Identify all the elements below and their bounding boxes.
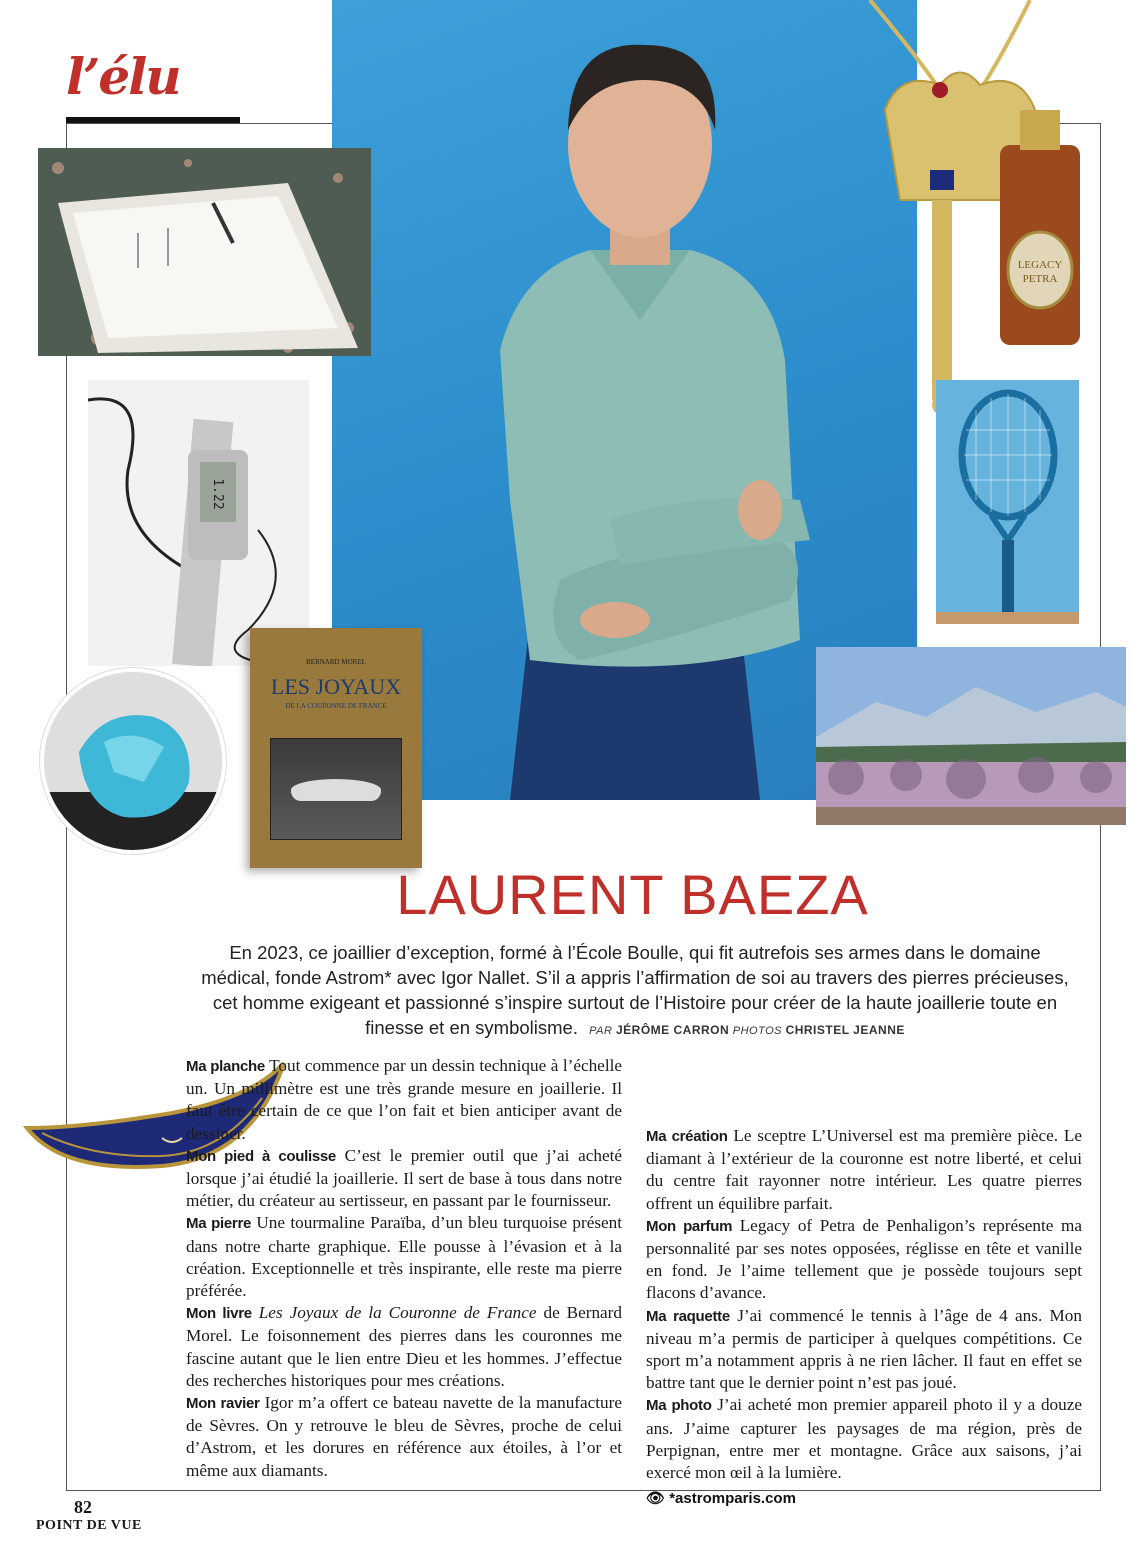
website-link[interactable]: *astromparis.com [669, 1490, 796, 1508]
entry-raquette-text: J’ai commencé le tennis à l’âge de 4 ans. Mon niveau m’a permis de participer à quelques compétitions. Ce sport m’a notamment appris à ne rien lâcher. Il faut en effet se battre tant que le dernier point n’est pas joué. [646, 1305, 1082, 1393]
entry-pierre [186, 1212, 622, 1302]
entry-planche [186, 1055, 622, 1145]
entry-photo-label: Ma photo [646, 1397, 712, 1415]
entry-pierre-text: Une tourmaline Paraïba, d’un bleu turquoise présent dans notre charte graphique. Elle pousse à l’évasion et à la création. Exceptionnelle et très inspirante, elle reste ma pierre préférée. [186, 1213, 623, 1301]
entry-photo-text: J’ai acheté mon premier appareil photo il y a douze ans. J’aime capturer les paysages de ma région, près de Perpignan, entre mer et montagne. Grâce aux saisons, j’ai exercé mon œil à la lumière. [646, 1395, 1082, 1483]
page-number: 82 [74, 1497, 92, 1517]
entry-ravier [186, 1392, 622, 1482]
tennis-racket-photo [936, 380, 1079, 624]
entry-ravier-label: Mon ravier [186, 1395, 260, 1413]
entry-planche-text: Tout commence par un dessin technique à l’échelle un. Un millimètre est une très grande mesure en joaillerie. Il faut être certain de ce que l’on fait et bien anticiper avant de dessiner. [186, 1056, 622, 1143]
scepter-and-perfume-photo [860, 0, 1110, 420]
entry-livre [186, 1302, 622, 1392]
entry-parfum-text: Legacy of Petra de Penhaligon’s représente ma personnalité par ses notes opposées, réglisse en tête et vanille en fond. Je l’aime tellement que je possède toujours sept flacons d’avance. [646, 1215, 1082, 1303]
right-column [646, 1125, 1082, 1510]
entry-pied-text: C’est le premier outil que j’ai acheté lorsque j’ai étudié la joaillerie. Il sert de base à tous dans notre métier, du créateur au sertisseur, en passant par le fournisseur. [186, 1145, 622, 1211]
magazine-name: POINT DE VUE [36, 1518, 142, 1533]
entry-livre-title: Les Joyaux de la Couronne de France [258, 1303, 537, 1323]
website-line [646, 1488, 1082, 1510]
entry-raquette-label: Ma raquette [646, 1307, 730, 1325]
entry-planche-label: Ma planche [186, 1058, 265, 1075]
section-tag: l’élu [66, 47, 180, 106]
entry-ravier-text: Igor m’a offert ce bateau navette de la manufacture de Sèvres. On y retrouve le bleu de Sèvres, proche de celui d’Astrom, et les dorures en référence aux étoiles, à l’or et même aux diamants. [186, 1393, 622, 1480]
perfume-label-line1: LEGACY [1017, 259, 1063, 271]
book-cover-tiara [270, 738, 402, 840]
byline-author: JÉRÔME CARRON [615, 1023, 730, 1037]
entry-creation-label: Ma création [646, 1128, 728, 1145]
entry-livre-label: Mon livre [186, 1305, 252, 1323]
byline-by-label: PAR [589, 1025, 613, 1037]
article-intro [200, 940, 1070, 1044]
entry-parfum-label: Mon parfum [646, 1217, 733, 1235]
entry-pierre-label: Ma pierre [186, 1215, 252, 1233]
book-author: BERNARD MOREL [306, 658, 366, 666]
entry-pied-label: Mon pied à coulisse [186, 1147, 336, 1165]
landscape-photo [816, 647, 1126, 825]
left-column [186, 1055, 622, 1482]
byline-photos-label: PHOTOS [732, 1025, 782, 1037]
article-title: LAURENT BAEZA [396, 863, 869, 926]
book-photo [250, 628, 422, 868]
caliper-reading: 1.22 [210, 478, 225, 510]
intro-text: En 2023, ce joaillier d’exception, formé à l’École Boulle, qui fit autrefois ses armes dans le domaine médical, fonde Astrom* avec Igor Nallet. S’il a appris l’affirmation de soi au travers des pierres précieuses, cet homme exigeant et passionné s’inspire surtout de l’Histoire pour créer de la haute joaillerie toute en finesse et en symbolisme. [201, 942, 1069, 1038]
caliper-photo [88, 380, 309, 666]
entry-creation-text: Le sceptre L’Universel est ma première pièce. Le diamant à l’extérieur de la couronne est notre liberté, et celui du centre fait rayonner notre intérieur. Les quatre pierres offrent un équilibre parfait. [646, 1126, 1082, 1213]
drawing-board-photo [38, 148, 371, 356]
perfume-label-line2: PETRA [1022, 273, 1058, 285]
entry-livre-text: de Bernard Morel. Le foisonnement des pierres dans les couronnes me fascine autant que le lien entre Dieu et les hommes. J’effectue des recherches historiques pour mes créations. [186, 1303, 622, 1390]
portrait-photo [440, 20, 820, 800]
eye-icon: 👁 [646, 1490, 666, 1508]
entry-creation [646, 1125, 1082, 1215]
byline [589, 1025, 905, 1037]
entry-photo [646, 1394, 1082, 1484]
tourmaline-photo [40, 668, 226, 854]
byline-photographer: CHRISTEL JEANNE [785, 1023, 905, 1037]
entry-raquette [646, 1305, 1082, 1395]
entry-pied [186, 1145, 622, 1213]
book-title: LES JOYAUX [270, 674, 402, 699]
entry-parfum [646, 1215, 1082, 1305]
book-subtitle: DE LA COURONNE DE FRANCE [285, 702, 387, 710]
